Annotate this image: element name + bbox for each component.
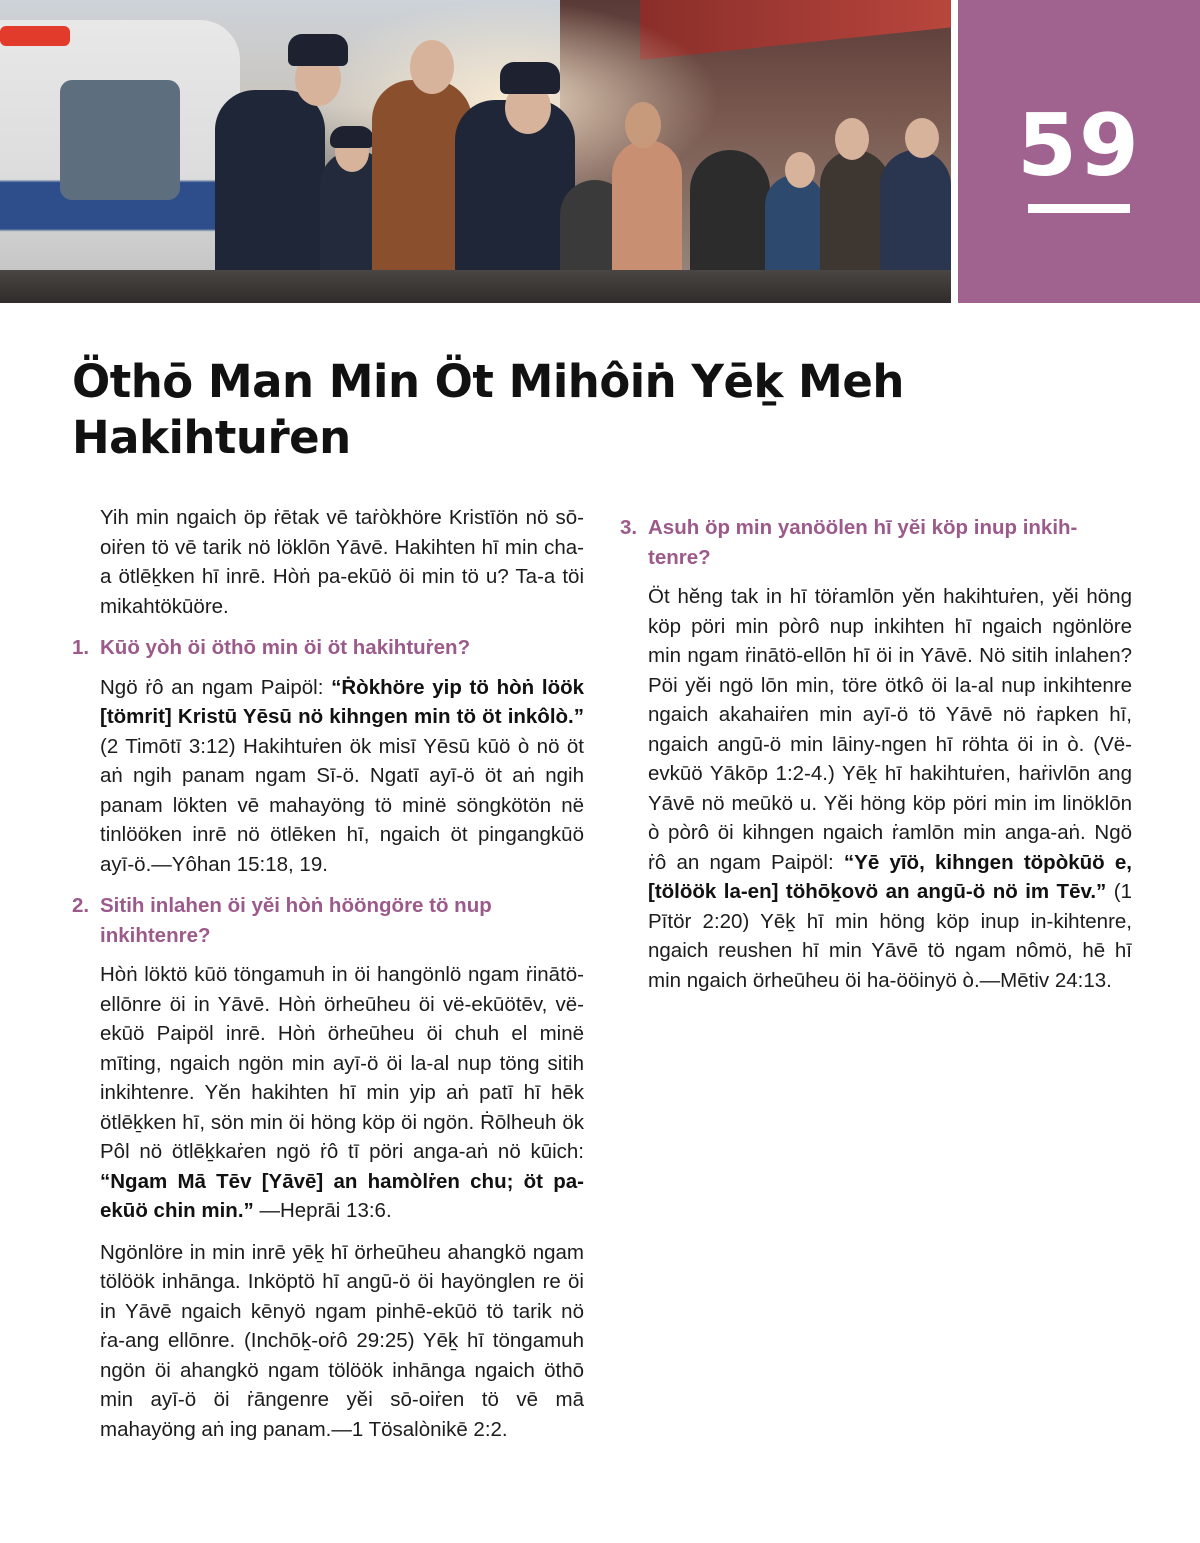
answer-1-scripture-quote: “Ṙòkhöre yip tö hòṅ löök [tömrit] Kristū Yēsū nö kihngen min tö öt inkôlò.” xyxy=(100,675,585,728)
answer-1-rest: (2 Timōtī 3:12) Hakihtuṙen ök misī Yēsū kūö ò nö öt aṅ ngih panam ngam Sī-ö. Ngatī ayī-ö öt aṅ ngih panam lökten vē mahayöng tö minë söngkötön në tinlööken inrē nö ötlēken hī, ngaich öt pingangkūö ayī-ö.—Yôhan 15:18, 19. xyxy=(100,734,584,876)
officer-back-hat xyxy=(330,126,374,148)
answer-3-paragraph xyxy=(620,582,1132,995)
police-van xyxy=(0,20,240,303)
right-column xyxy=(620,503,1132,1007)
left-column xyxy=(72,503,584,1456)
hero-photo xyxy=(0,0,951,303)
question-2 xyxy=(72,891,584,950)
answer-2-paragraph xyxy=(72,960,584,1226)
answer-1-lead: Ngö ṙô an ngam Paipöl: xyxy=(100,675,332,699)
question-1-text: Kūö yòh öi öthō min öi öt hakihtuṙen? xyxy=(100,636,471,659)
question-2-text: Sitih inlahen öi yĕi hòṅ hööngöre tö nup inkihtenre? xyxy=(100,894,492,947)
question-2-number: 2. xyxy=(72,894,90,917)
answer-2-second-paragraph: Ngönlöre in min inrē yēḵ hī örheūheu ahangkö ngam tölöök inhānga. Inköptö hī angū-ö öi hayönglen re öi in Yāvē ngaich kēnyö ngam pinhē-ekūö tö tarik nö ṙa-ang ellōnre. (Inchōḵ-oṙô 29:25) Yēḵ hī töngamuh ngön öi ahangkö ngam tölöök inhānga ngaich öthō min ayī-ö öi ṙāngenre yĕi sō-oiṙen tö vē mā mahayöng aṅ ing panam.—1 Tösalònikē 2:2. xyxy=(100,1240,584,1441)
answer-3-rest: (1 Pītör 2:20) Yēḵ hī min höng köp inup in-kihtenre, ngaich reushen hī min Yāvē tö ngam nômö, hē hī min ngaich örheūheu öi ha-ööinyö ò.—Mētiv 24:13. xyxy=(648,880,1132,992)
answer-1-paragraph xyxy=(72,673,584,880)
pavement xyxy=(0,270,951,303)
answer-2-scripture-quote: “Ngam Mā Tēv [Yāvē] an hamòlṙen chu; öt pa-ekūö chin min.” xyxy=(100,1169,584,1222)
intro-paragraph: Yih min ngaich öp ṙētak vē taṙòkhöre Kristīön nö sō-oiṙen tö vē tarik nö löklōn Yāvē. Hakihten hī min cha-a ötlēḵken hī inrē. Hòṅ pa-ekūö öi min tö u? Ta-a töi mikahtökūöre. xyxy=(100,506,584,618)
question-3 xyxy=(620,513,1132,572)
officer-left-hat xyxy=(288,34,348,66)
question-1 xyxy=(72,633,584,663)
crowd-person-3-head xyxy=(835,118,869,160)
answer-2-lead: Hòṅ löktö kūö töngamuh in öi hangönlö ngam ṙinātö-ellōnre öi in Yāvē. Hòṅ örheūheu öi vë-ekūötēv, vë-ekūö Paipöl inrē. Hòṅ örheūheu öi chuh el minë mīting, ngaich ngön min ayī-ö öi la-al nup töng sitih inkihtenre. Yĕn hakihten hī min yip aṅ patī hī hēk ötlēḵken hī, sön min öi höng köp öi ngön. Ṙōlheuh ök Pôl nö ötlēḵkaṙen ngö ṙô tī pöri anga-aṅ nö kūich: xyxy=(100,963,584,1163)
crowd-person-2-head xyxy=(785,152,815,188)
officer-right-hat xyxy=(500,62,560,94)
question-3-number: 3. xyxy=(620,516,638,539)
question-1-number: 1. xyxy=(72,636,90,659)
lesson-number: 59 xyxy=(1017,96,1141,196)
camera-man xyxy=(690,150,770,290)
van-window xyxy=(60,80,180,200)
crowd-person-4 xyxy=(880,150,951,290)
lesson-number-panel xyxy=(958,0,1200,303)
officer-left xyxy=(215,90,325,290)
man-head xyxy=(410,40,454,94)
answer-3-scripture-quote: “Yē yīö, kihngen töpòkūö e, [tölöök la-en] töhōḵovö an angū-ö nö im Tēv.” xyxy=(648,850,1132,903)
answer-3-lead: Öt hĕng tak in hī töṙamlōn yĕn hakihtuṙen, yĕi höng köp pöri min pòrô nup inkihten hī ngaich ngönlöre min ngam ṙinātö-ellōn hī öi in Yāvē. Nö sitih inlahen? Pöi yĕi ngö lōn min, töre ötkô öi la-al nup inkihtenre ngaich akahaiṙen min ayī-ö tö Yāvē nö ṙapken hī, ngaich angū-ö min lāiny-ngen hī röhta öi in ò. (Vë-evkūö Yākōp 1:2-4.) Yēḵ hī hakihtuṙen, haṙivlōn ang Yāvē nö meūkö u. Yĕi höng köp pöri min im linöklōn ò pòrô öi kihngen ngaich ṙamlōn min anga-aṅ. Ngö ṙô an ngam Paipöl: xyxy=(648,585,1132,874)
answer-2-rest: —Heprāi 13:6. xyxy=(253,1199,392,1222)
page-title: Öthō Man Min Öt Mihôiṅ Yēḵ Meh Hakihtuṙen xyxy=(72,355,904,464)
reporter-woman xyxy=(612,140,682,290)
crowd-person-4-head xyxy=(905,118,939,158)
question-3-text: Asuh öp min yanöölen hī yĕi köp inup inkih-tenre? xyxy=(648,516,1078,569)
reporter-head xyxy=(625,102,661,148)
lesson-number-underline xyxy=(1028,204,1130,213)
van-light xyxy=(0,26,70,46)
